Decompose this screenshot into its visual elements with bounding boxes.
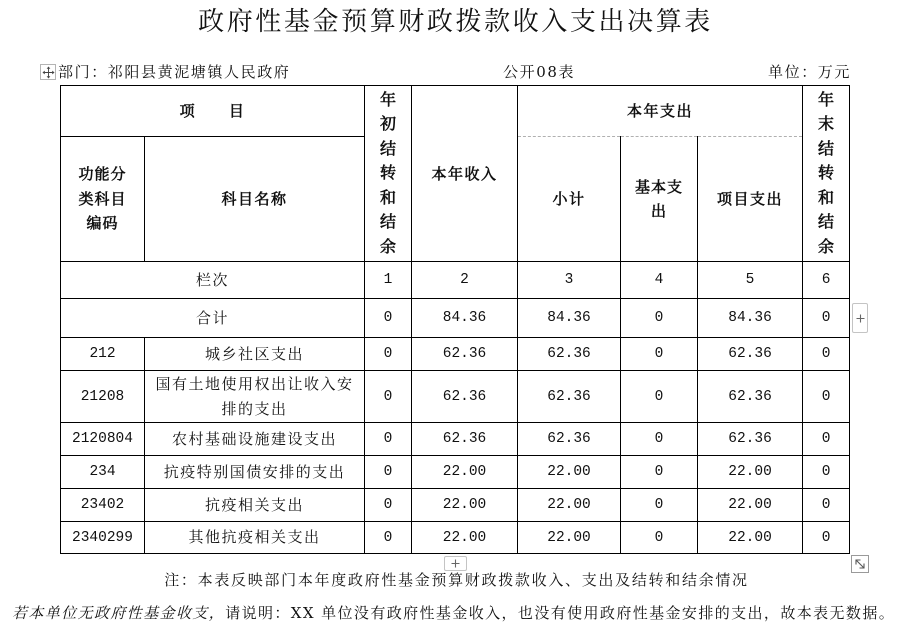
row-code: 2340299: [61, 522, 145, 554]
header-basic-expenditure: [621, 137, 698, 262]
column-number: 4: [621, 262, 698, 299]
row-subject-name: 抗疫相关支出: [145, 489, 365, 522]
row-subject-name: 其他抗疫相关支出: [145, 522, 365, 554]
table-row: [61, 489, 850, 522]
row-income: 62.36: [412, 338, 518, 371]
total-label: 合计: [61, 299, 365, 338]
header-income: 本年收入: [412, 86, 518, 262]
table-row: [61, 371, 850, 423]
move-arrows-icon: [42, 66, 55, 79]
header-project-expenditure: 项目支出: [698, 137, 803, 262]
row-basic-expenditure: 0: [621, 338, 698, 371]
header-basic-expenditure-text: 基本支出: [635, 177, 684, 220]
instruction-text: 请说明：XX 单位没有政府性基金收入，也没有使用政府性基金安排的支出，故本表无数据。: [225, 604, 896, 622]
add-row-button[interactable]: [444, 556, 467, 571]
header-expenditure: 本年支出: [518, 86, 803, 137]
row-code: 21208: [61, 371, 145, 423]
row-code: 234: [61, 456, 145, 489]
row-closing-balance: 0: [803, 371, 850, 423]
row-income: 62.36: [412, 423, 518, 456]
instruction-italic-text: 若本单位无政府性基金收支，: [12, 604, 226, 622]
header-opening-balance: [365, 86, 412, 262]
plus-icon: [856, 314, 865, 323]
header-item: 项 目: [61, 86, 365, 137]
header-subject-name: 科目名称: [145, 137, 365, 262]
instruction-line: [12, 603, 895, 623]
department-label: 部门：祁阳县黄泥塘镇人民政府: [58, 63, 291, 81]
total-project-expenditure: 84.36: [698, 299, 803, 338]
row-subject-name: 农村基础设施建设支出: [145, 423, 365, 456]
row-closing-balance: 0: [803, 522, 850, 554]
total-income: 84.36: [412, 299, 518, 338]
row-income: 22.00: [412, 456, 518, 489]
table-row: [61, 423, 850, 456]
row-project-expenditure: 22.00: [698, 456, 803, 489]
row-basic-expenditure: 0: [621, 522, 698, 554]
row-project-expenditure: 22.00: [698, 522, 803, 554]
row-expenditure-subtotal: 22.00: [518, 456, 621, 489]
add-column-button[interactable]: [852, 303, 868, 333]
header-row-1: [61, 86, 850, 137]
column-number-label: 栏次: [61, 262, 365, 299]
row-income: 22.00: [412, 522, 518, 554]
row-expenditure-subtotal: 22.00: [518, 522, 621, 554]
row-project-expenditure: 62.36: [698, 338, 803, 371]
row-code: 212: [61, 338, 145, 371]
total-opening-balance: 0: [365, 299, 412, 338]
row-opening-balance: 0: [365, 456, 412, 489]
table-row: [61, 456, 850, 489]
header-closing-balance-text: 年末结转和结余: [818, 89, 835, 256]
total-closing-balance: 0: [803, 299, 850, 338]
table-note: 注：本表反映部门本年度政府性基金预算财政拨款收入、支出及结转和结余情况: [164, 571, 749, 589]
row-opening-balance: 0: [365, 522, 412, 554]
row-subject-name: 抗疫特别国债安排的支出: [145, 456, 365, 489]
column-number: 1: [365, 262, 412, 299]
row-closing-balance: 0: [803, 489, 850, 522]
resize-diagonal-icon: [854, 558, 866, 570]
document-title: 政府性基金预算财政拨款收入支出决算表: [198, 7, 713, 37]
total-row: [61, 299, 850, 338]
row-expenditure-subtotal: 62.36: [518, 371, 621, 423]
row-closing-balance: 0: [803, 423, 850, 456]
row-closing-balance: 0: [803, 456, 850, 489]
header-closing-balance: [803, 86, 850, 262]
header-code: [61, 137, 145, 262]
row-opening-balance: 0: [365, 423, 412, 456]
row-project-expenditure: 62.36: [698, 423, 803, 456]
row-expenditure-subtotal: 62.36: [518, 338, 621, 371]
table-row: [61, 338, 850, 371]
row-project-expenditure: 62.36: [698, 371, 803, 423]
row-code: 23402: [61, 489, 145, 522]
row-opening-balance: 0: [365, 489, 412, 522]
budget-table: [60, 85, 850, 554]
column-number-row: [61, 262, 850, 299]
unit-label: 单位：万元: [768, 63, 852, 81]
column-number: 5: [698, 262, 803, 299]
form-number: 公开08表: [503, 63, 576, 81]
row-basic-expenditure: 0: [621, 489, 698, 522]
table-row: [61, 522, 850, 554]
header-code-text: 功能分类科目编码: [78, 165, 127, 233]
row-basic-expenditure: 0: [621, 371, 698, 423]
row-basic-expenditure: 0: [621, 456, 698, 489]
row-expenditure-subtotal: 22.00: [518, 489, 621, 522]
row-opening-balance: 0: [365, 338, 412, 371]
total-basic-expenditure: 0: [621, 299, 698, 338]
plus-icon: [451, 559, 460, 568]
header-subtotal: 小计: [518, 137, 621, 262]
row-code: 2120804: [61, 423, 145, 456]
row-subject-name: 国有土地使用权出让收入安排的支出: [145, 371, 365, 423]
row-income: 62.36: [412, 371, 518, 423]
column-number: 3: [518, 262, 621, 299]
row-expenditure-subtotal: 62.36: [518, 423, 621, 456]
row-subject-name: 城乡社区支出: [145, 338, 365, 371]
row-closing-balance: 0: [803, 338, 850, 371]
row-project-expenditure: 22.00: [698, 489, 803, 522]
total-expenditure-subtotal: 84.36: [518, 299, 621, 338]
row-income: 22.00: [412, 489, 518, 522]
row-opening-balance: 0: [365, 371, 412, 423]
column-number: 2: [412, 262, 518, 299]
header-opening-balance-text: 年初结转和结余: [380, 89, 397, 256]
table-move-handle[interactable]: [40, 64, 56, 80]
column-number: 6: [803, 262, 850, 299]
row-basic-expenditure: 0: [621, 423, 698, 456]
